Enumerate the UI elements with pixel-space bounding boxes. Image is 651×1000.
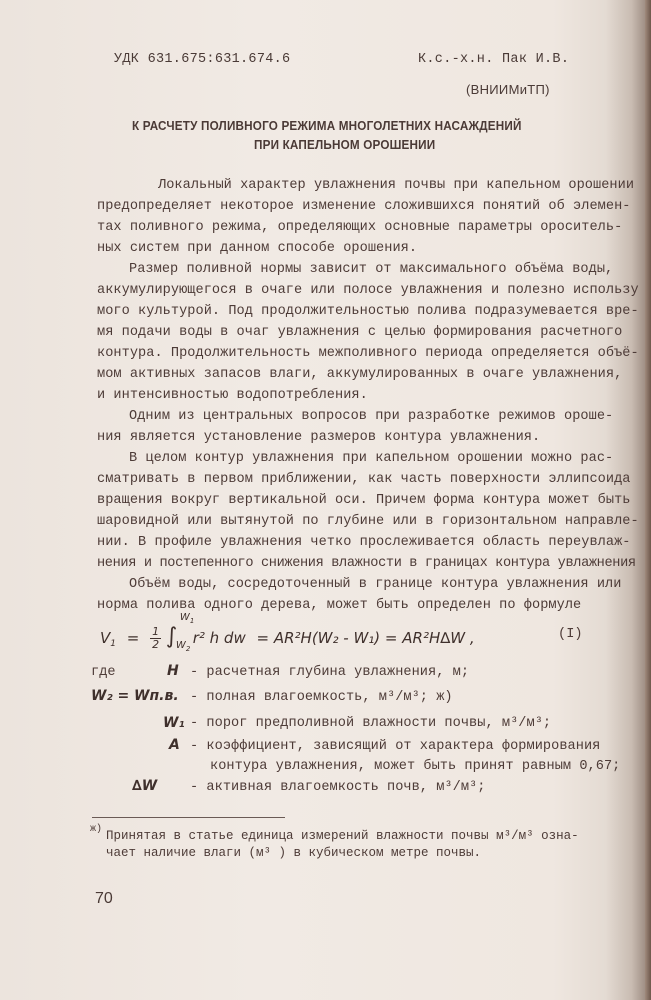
def-text: - активная влагоемкость почв, м³/м³; [190, 780, 486, 795]
body-line: нии. В профиле увлажнения четко прослеживается область переувлаж- [97, 535, 631, 550]
def-text: - полная влагоемкость, м³/м³; ж) [190, 690, 453, 705]
formula-lhs: V [100, 629, 111, 647]
affiliation: (ВНИИМиТП) [466, 82, 550, 97]
page-number: 70 [95, 890, 113, 907]
body-line: аккумулирующегося в очаге или полосе увлажнения и полезно использу [97, 283, 639, 298]
body-line: Размер поливной нормы зависит от максимального объёма воды, [129, 262, 614, 277]
formula-fraction: $\frac{1}{2}$ [152, 625, 160, 651]
page-edge-shadow [645, 0, 651, 1000]
body-line: Локальный характер увлажнения почвы при капельном орошении [158, 178, 635, 193]
def-symbol-A: A [169, 737, 180, 753]
title-line-2: ПРИ КАПЕЛЬНОМ ОРОШЕНИИ [254, 137, 436, 152]
formula-rhs: = AR²H(W₂ - W₁) = AR²H∆W , [256, 629, 475, 647]
def-symbol-dW: ∆W [132, 778, 158, 794]
body-line: вращения вокруг вертикальной оси. Причем форма контура может быть [97, 493, 631, 508]
body-line: В целом контур увлажнения при капельном орошении можно рас- [129, 451, 614, 466]
def-symbol-H: H [167, 663, 179, 679]
formula-number: (I) [558, 627, 583, 642]
body-line: мом активных запасов влаги, аккумулированных в очаге увлажнения, [97, 367, 623, 382]
body-line: Объём воды, сосредоточенный в границе контура увлажнения или [129, 577, 622, 592]
def-symbol-W2: W₂ = Wп.в. [91, 688, 179, 704]
def-text: - расчетная глубина увлажнения, м; [190, 665, 470, 680]
footnote-rule [92, 817, 285, 818]
def-text-continued: контура увлажнения, может быть принят равным 0,67; [210, 759, 621, 774]
body-line: ния является установление размеров контура увлажнения. [97, 430, 541, 445]
body-line: контура. Продолжительность межполивного периода определяется объё- [97, 346, 639, 361]
body-line: и интенсивностью водопотребления. [97, 388, 368, 403]
body-line: норма полива одного дерева, может быть определен по формуле [97, 598, 582, 613]
body-line: мого культурой. Под продолжительностью полива подразумевается вре- [97, 304, 639, 319]
footnote-line-2: чает наличие влаги (м³ ) в кубическом метре почвы. [106, 846, 482, 860]
formula: $V_1$ = $\frac{1}{2}$ ∫ $W_1$ $W_2$ r² h dw = AR²H(W₂ - W₁) = AR²H∆W , [100, 612, 475, 653]
body-line: Одним из центральных вопросов при разработке режимов ороше- [129, 409, 614, 424]
body-line: сматривать в первом приближении, как часть поверхности эллипсоида [97, 472, 631, 487]
footnote-marker: ж) [90, 824, 103, 835]
formula-integrand: r² h dw [192, 629, 246, 647]
title-line-1: К РАСЧЕТУ ПОЛИВНОГО РЕЖИМА МНОГОЛЕТНИХ НАСАЖДЕНИЙ [132, 118, 522, 133]
udk-code: УДК 631.675:631.674.6 [114, 52, 291, 67]
body-line: шаровидной или вытянутой по глубине или в горизонтальном направле- [97, 514, 639, 529]
author: К.с.-х.н. Пак И.В. [418, 52, 570, 67]
body-line: тах поливного режима, определяющих основные параметры ороситель- [97, 220, 623, 235]
body-line: ных систем при данном способе орошения. [97, 241, 418, 256]
where-label: где [91, 665, 116, 680]
body-line: предопределяет некоторое изменение сложившихся понятий об элемен- [97, 199, 631, 214]
integral: ∫ $W_1$ $W_2$ [165, 612, 195, 653]
body-line: нения и постепенного снижения влажности в границах контура увлажнения [97, 556, 636, 571]
def-text: - порог предполивной влажности почвы, м³/м³; [190, 716, 552, 731]
body-line: мя подачи воды в очаг увлажнения с целью формирования расчетного [97, 325, 623, 340]
def-text: - коэффициент, зависящий от характера формирования [190, 739, 601, 754]
footnote-line-1: Принятая в статье единица измерений влажности почвы м³/м³ озна- [106, 829, 579, 843]
def-symbol-W1: W₁ [163, 715, 185, 731]
